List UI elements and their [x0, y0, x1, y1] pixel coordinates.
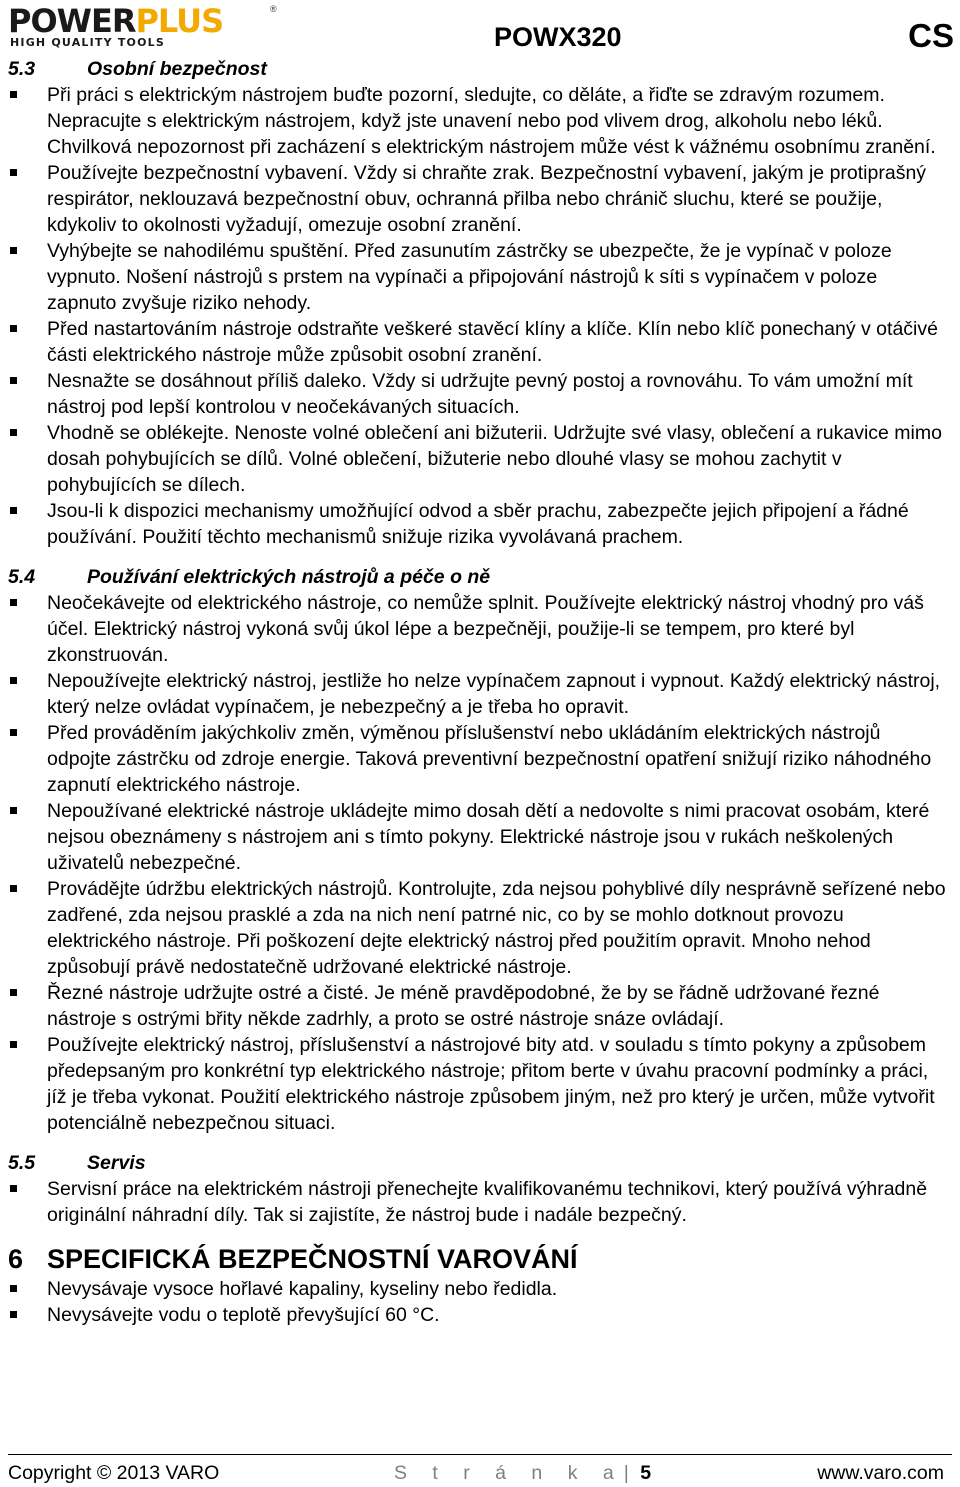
- bullet-item: Vhodně se oblékejte. Nenoste volné oblečení ani bižuterii. Udržujte své vlasy, oblečení a rukavice mimo dosah pohybujících se dílů. Volné oblečení, bižuterie nebo dlouhé vlasy se mohou zachytit v pohybujících se dílech.: [8, 420, 952, 498]
- logo-word-power: POWER: [8, 2, 136, 40]
- bullet-list: [8, 590, 952, 1136]
- footer-divider: [8, 1454, 952, 1455]
- page-content: [8, 56, 952, 1328]
- powerplus-logo: [8, 4, 278, 50]
- copyright-text: Copyright © 2013 VARO: [8, 1462, 220, 1484]
- bullet-item: Před nastartováním nástroje odstraňte veškeré stavěcí klíny a klíče. Klín nebo klíč ponechaný v otáčivé části elektrického nástroje může způsobit osobní zranění.: [8, 316, 952, 368]
- section-heading: [8, 56, 952, 82]
- logo-tagline: HIGH QUALITY TOOLS: [10, 36, 165, 49]
- chapter-number: 6: [8, 1244, 24, 1274]
- chapter-heading: [8, 1242, 952, 1276]
- page-indicator: [394, 1460, 651, 1486]
- bullet-item: Používejte elektrický nástroj, příslušenství a nástrojové bity atd. v souladu s tímto pokyny a způsobem předepsaným pro konkrétní typ elektrického nástroje; přitom berte v úvahu pracovní podmínky a práci, jíž je třeba vykonat. Použití elektrického nástroje způsobem jiným, než pro který je určen, může vytvořit potenciálně nebezpečnou situaci.: [8, 1032, 952, 1136]
- page-footer: [8, 1460, 952, 1486]
- bullet-item: Nepoužívané elektrické nástroje ukládejte mimo dosah dětí a nedovolte s nimi pracovat osobám, které nejsou obeznámeny s nástrojem ani s tímto pokyny. Elektrické nástroje jsou v rukách neškolených uživatelů nebezpečné.: [8, 798, 952, 876]
- section-number: 5.5: [8, 1152, 36, 1174]
- bullet-item: Servisní práce na elektrickém nástroji přenechejte kvalifikovanému technikovi, který používá výhradně originální náhradní díly. Tak si zajistíte, že nástroj bude i nadále bezpečný.: [8, 1176, 952, 1228]
- section-number: 5.3: [8, 58, 36, 80]
- section-title: Používání elektrických nástrojů a péče o ně: [87, 566, 491, 588]
- bullet-item: Řezné nástroje udržujte ostré a čisté. Je méně pravděpodobné, že by se řádně udržované řezné nástroje s ostrými břity někde zadrhly, a proto se ostré nástroje snáze ovládají.: [8, 980, 952, 1032]
- section-title: Osobní bezpečnost: [87, 58, 267, 80]
- bullet-item: Používejte bezpečnostní vybavení. Vždy si chraňte zrak. Bezpečnostní vybavení, jakým je protiprašný respirátor, neklouzavá bezpečnostní obuv, ochranná přilba nebo chránič sluchu, které se použije, kdykoliv to okolnosti vyžadují, omezuje osobní zranění.: [8, 160, 952, 238]
- bullet-list: [8, 1176, 952, 1228]
- bullet-item: Nesnažte se dosáhnout příliš daleko. Vždy si udržujte pevný postoj a rovnováhu. To vám umožní mít nástroj pod lepší kontrolou v neočekávaných situacích.: [8, 368, 952, 420]
- page-separator: |: [623, 1462, 629, 1484]
- bullet-list: [8, 1276, 952, 1328]
- section-heading: [8, 564, 952, 590]
- bullet-item: Nepoužívejte elektrický nástroj, jestliže ho nelze vypínačem zapnout i vypnout. Každý elektrický nástroj, který nelze ovládat vypínačem, je nebezpečný a je třeba ho opravit.: [8, 668, 952, 720]
- bullet-item: Provádějte údržbu elektrických nástrojů. Kontrolujte, zda nejsou pohyblivé díly nesprávně seřízené nebo zadřené, zda nejsou prasklé a zda na nich není patrné nic, co by se mohlo dotknout provozu elektrického nástroje. Při poškození dejte elektrický nástroj před použitím opravit. Mnoho nehod způsobují právě nedostatečně udržované elektrické nástroje.: [8, 876, 952, 980]
- section-title: Servis: [87, 1152, 146, 1174]
- chapter-title: SPECIFICKÁ BEZPEČNOSTNÍ VAROVÁNÍ: [47, 1244, 578, 1274]
- page-label: S t r á n k a: [394, 1462, 624, 1484]
- logo-wordmark: [8, 4, 223, 38]
- bullet-item: Před prováděním jakýchkoliv změn, výměnou příslušenství nebo ukládáním elektrických nástrojů odpojte zástrčku od zdroje energie. Taková preventivní bezpečnostní opatření snižují riziko náhodného zapnutí elektrického nástroje.: [8, 720, 952, 798]
- bullet-list: [8, 82, 952, 550]
- model-number: POWX320: [494, 22, 622, 52]
- section-heading: [8, 1150, 952, 1176]
- bullet-item: Neočekávejte od elektrického nástroje, co nemůže splnit. Používejte elektrický nástroj vhodný pro váš účel. Elektrický nástroj vykoná svůj úkol lépe a bezpečněji, použije-li se tempem, pro které byl zkonstruován.: [8, 590, 952, 668]
- bullet-item: Nevysávaje vysoce hořlavé kapaliny, kyseliny nebo ředidla.: [8, 1276, 952, 1302]
- section-number: 5.4: [8, 566, 36, 588]
- page-number: 5: [640, 1462, 652, 1484]
- language-code: CS: [908, 17, 954, 54]
- bullet-item: Při práci s elektrickým nástrojem buďte pozorní, sledujte, co děláte, a řiďte se zdravým rozumem. Nepracujte s elektrickým nástrojem, když jste unavení nebo pod vlivem drog, alkoholu nebo léků. Chvilková nepozornost při zacházení s elektrickým nástrojem může vést k vážnému osobnímu zranění.: [8, 82, 952, 160]
- page-header: [0, 0, 960, 56]
- website-url: www.varo.com: [817, 1462, 944, 1484]
- bullet-item: Nevysávejte vodu o teplotě převyšující 60 °C.: [8, 1302, 952, 1328]
- bullet-item: Jsou-li k dispozici mechanismy umožňující odvod a sběr prachu, zabezpečte jejich připojení a řádné používání. Použití těchto mechanismů snižuje rizika vyvolávaná prachem.: [8, 498, 952, 550]
- bullet-item: Vyhýbejte se nahodilému spuštění. Před zasunutím zástrčky se ubezpečte, že je vypínač v poloze vypnuto. Nošení nástrojů s prstem na vypínači a připojování nástrojů k síti s vypínačem v poloze zapnuto zvyšuje riziko nehody.: [8, 238, 952, 316]
- logo-word-plus: PLUS: [135, 2, 224, 40]
- logo-registered-mark: ®: [270, 4, 277, 14]
